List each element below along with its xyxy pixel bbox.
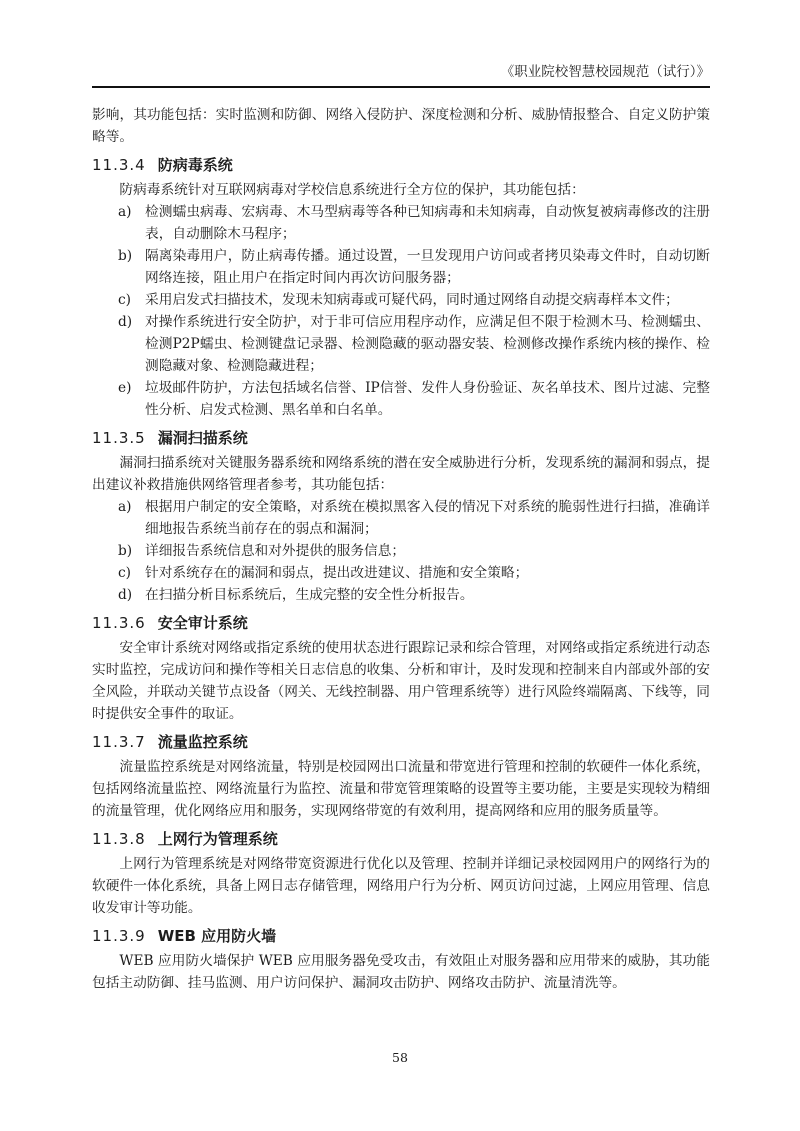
- section-heading: [92, 612, 710, 634]
- list-item-text: 采用启发式扫描技术，发现未知病毒或可疑代码，同时通过网络自动提交病毒样本文件；: [145, 292, 679, 308]
- list-item-text: 检测蠕虫病毒、宏病毒、木马型病毒等各种已知病毒和未知病毒，自动恢复被病毒修改的注册表，自动删除木马程序；: [145, 204, 710, 242]
- list-item: [118, 584, 710, 606]
- section-title: 安全审计系统: [157, 614, 248, 632]
- list-item: [118, 540, 710, 562]
- document-title: 《职业院校智慧校园规范（试行）》: [500, 64, 710, 80]
- section-number: 11.3.5: [92, 429, 146, 447]
- list-item-text: 隔离染毒用户，防止病毒传播。通过设置，一旦发现用户访问或者拷贝染毒文件时，自动切断网络连接，阻止用户在指定时间内再次访问服务器；: [145, 248, 710, 286]
- list-item: [118, 311, 710, 377]
- list-item-text: 针对系统存在的漏洞和弱点，提出改进建议、措施和安全策略；: [145, 565, 529, 581]
- list-item-label: a): [118, 499, 132, 515]
- section-heading: [92, 154, 710, 176]
- list-item: [118, 496, 710, 540]
- section-title: 漏洞扫描系统: [157, 429, 248, 447]
- section-title: 上网行为管理系统: [157, 830, 278, 848]
- section-heading: [92, 427, 710, 449]
- section-number: 11.3.6: [92, 614, 146, 632]
- body-paragraph: 流量监控系统是对网络流量，特别是校园网出口流量和带宽进行管理和控制的软硬件一体化系统，包括网络流量监控、网络流量行为监控、流量和带宽管理策略的设置等主要功能，主要是实现较为精细的流量管理，优化网络应用和服务，实现网络带宽的有效利用，提高网络和应用的服务质量等。: [92, 759, 710, 819]
- intro-paragraph: 影响，其功能包括：实时监测和防御、网络入侵防护、深度检测和分析、威胁情报整合、自定义防护策略等。: [92, 107, 710, 145]
- list-item: [118, 562, 710, 584]
- section-heading: [92, 925, 710, 947]
- list-item-label: c): [118, 292, 132, 308]
- section-title: WEB 应用防火墙: [157, 927, 277, 945]
- section-number: 11.3.7: [92, 733, 146, 751]
- section-heading: [92, 828, 710, 850]
- section-number: 11.3.9: [92, 927, 146, 945]
- list-item-text: 详细报告系统信息和对外提供的服务信息；: [145, 543, 406, 559]
- section-title: 流量监控系统: [157, 733, 248, 751]
- list-item-text: 根据用户制定的安全策略，对系统在模拟黑客入侵的情况下对系统的脆弱性进行扫描，准确详细地报告系统当前存在的弱点和漏洞；: [145, 499, 710, 537]
- list-item: [118, 201, 710, 245]
- list-item-text: 垃圾邮件防护，方法包括域名信誉、IP信誉、发件人身份验证、灰名单技术、图片过滤、完整性分析、启发式检测、黑名单和白名单。: [145, 380, 710, 418]
- list-item-label: a): [118, 204, 132, 220]
- sections-container: [92, 154, 710, 994]
- list-item: [118, 245, 710, 289]
- list-item-label: d): [118, 587, 133, 603]
- ordered-list: [92, 201, 710, 421]
- list-item-label: b): [118, 543, 133, 559]
- list-item: [118, 289, 710, 311]
- body-paragraph: 上网行为管理系统是对网络带宽资源进行优化以及管理、控制并详细记录校园网用户的网络行为的软硬件一体化系统，具备上网日志存储管理，网络用户行为分析、网页访问过滤，上网应用管理、信息收发审计等功能。: [92, 856, 710, 916]
- ordered-list: [92, 496, 710, 606]
- list-item-label: e): [118, 380, 132, 396]
- body-paragraph: 安全审计系统对网络或指定系统的使用状态进行跟踪记录和综合管理，对网络或指定系统进行动态实时监控，完成访问和操作等相关日志信息的收集、分析和审计，及时发现和控制来自内部或外部的安全风险，并联动关键节点设备（网关、无线控制器、用户管理系统等）进行风险终端隔离、下线等，同时提供安全事件的取证。: [92, 640, 710, 722]
- page-number: 58: [392, 1050, 408, 1065]
- section-title: 防病毒系统: [157, 156, 233, 174]
- list-item: [118, 377, 710, 421]
- section-heading: [92, 731, 710, 753]
- list-item-text: 在扫描分析目标系统后，生成完整的安全性分析报告。: [145, 587, 474, 603]
- document-body: [92, 104, 710, 994]
- page-footer: [0, 1050, 800, 1065]
- section-number: 11.3.8: [92, 830, 146, 848]
- list-item-label: c): [118, 565, 132, 581]
- list-item-text: 对操作系统进行安全防护，对于非可信应用程序动作，应满足但不限于检测木马、检测蠕虫、检测P2P蠕虫、检测键盘记录器、检测隐藏的驱动器安装、检测修改操作系统内核的操作、检测隐藏对象、检测隐藏进程；: [145, 314, 710, 374]
- body-paragraph: 防病毒系统针对互联网病毒对学校信息系统进行全方位的保护，其功能包括：: [119, 182, 585, 198]
- list-item-label: b): [118, 248, 133, 264]
- body-paragraph: WEB 应用防火墙保护 WEB 应用服务器免受攻击，有效阻止对服务器和应用带来的威胁，其功能包括主动防御、挂马监测、用户访问保护、漏洞攻击防护、网络攻击防护、流量清洗等。: [92, 953, 710, 991]
- section-number: 11.3.4: [92, 156, 146, 174]
- page-header: [92, 60, 710, 88]
- body-paragraph: 漏洞扫描系统对关键服务器系统和网络系统的潜在安全威胁进行分析，发现系统的漏洞和弱点，提出建议补救措施供网络管理者参考，其功能包括：: [92, 455, 710, 493]
- list-item-label: d): [118, 314, 133, 330]
